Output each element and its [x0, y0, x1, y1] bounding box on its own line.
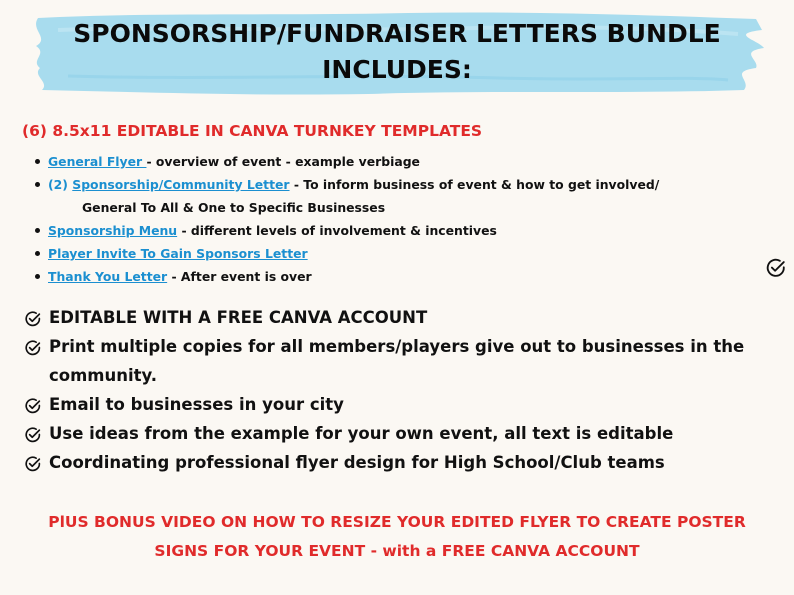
bonus-callout — [0, 508, 794, 566]
item-continuation: General To All & One to Specific Businesses — [82, 200, 386, 215]
player-invite-letter-link[interactable]: Player Invite To Gain Sponsors Letter — [48, 246, 308, 261]
feature-item — [24, 419, 744, 448]
features-list — [24, 303, 744, 477]
item-description: - different levels of involvement & incentives — [177, 223, 497, 238]
bonus-line-2: SIGNS FOR YOUR EVENT - with a FREE CANVA ACCOUNT — [154, 542, 640, 560]
feature-item — [24, 390, 744, 419]
feature-item — [24, 332, 744, 361]
check-circle-icon — [24, 426, 42, 444]
feature-text: EDITABLE WITH A FREE CANVA ACCOUNT — [49, 308, 428, 327]
feature-text: Coordinating professional flyer design for High School/Club teams — [49, 453, 665, 472]
list-item — [34, 265, 659, 288]
feature-text: Print multiple copies for all members/players give out to businesses in the — [49, 337, 745, 356]
feature-continuation: community. — [49, 366, 158, 385]
sponsorship-menu-link[interactable]: Sponsorship Menu — [48, 223, 178, 238]
bonus-line-1: PlUS BONUS VIDEO ON HOW TO RESIZE YOUR EDITED FLYER TO CREATE POSTER — [48, 513, 746, 531]
list-item — [34, 150, 659, 173]
item-prefix: (2) — [48, 177, 73, 192]
feature-item-continuation — [24, 361, 744, 390]
feature-item — [24, 303, 744, 332]
templates-heading: (6) 8.5x11 EDITABLE IN CANVA TURNKEY TEMPLATES — [22, 122, 483, 140]
templates-list — [34, 150, 659, 288]
title-line-1: SPONSORSHIP/FUNDRAISER LETTERS BUNDLE — [73, 19, 721, 48]
check-circle-icon — [24, 455, 42, 473]
feature-item — [24, 448, 744, 477]
page-title — [0, 16, 794, 88]
list-item — [34, 173, 659, 196]
item-description: - overview of event - example verbiage — [146, 154, 420, 169]
item-description: - After event is over — [167, 269, 312, 284]
check-circle-icon — [24, 339, 42, 357]
feature-text: Use ideas from the example for your own event, all text is editable — [49, 424, 674, 443]
general-flyer-link[interactable]: General Flyer — [48, 154, 147, 169]
item-description: - To inform business of event & how to get involved/ — [289, 177, 660, 192]
list-item-continuation — [34, 196, 659, 219]
sponsorship-community-letter-link[interactable]: Sponsorship/Community Letter — [72, 177, 290, 192]
check-circle-icon — [24, 397, 42, 415]
thank-you-letter-link[interactable]: Thank You Letter — [48, 269, 168, 284]
title-line-2: INCLUDES: — [322, 55, 472, 84]
list-item — [34, 219, 659, 242]
feature-text: Email to businesses in your city — [49, 395, 344, 414]
check-circle-icon — [24, 310, 42, 328]
check-circle-icon — [765, 257, 787, 279]
list-item — [34, 242, 659, 265]
